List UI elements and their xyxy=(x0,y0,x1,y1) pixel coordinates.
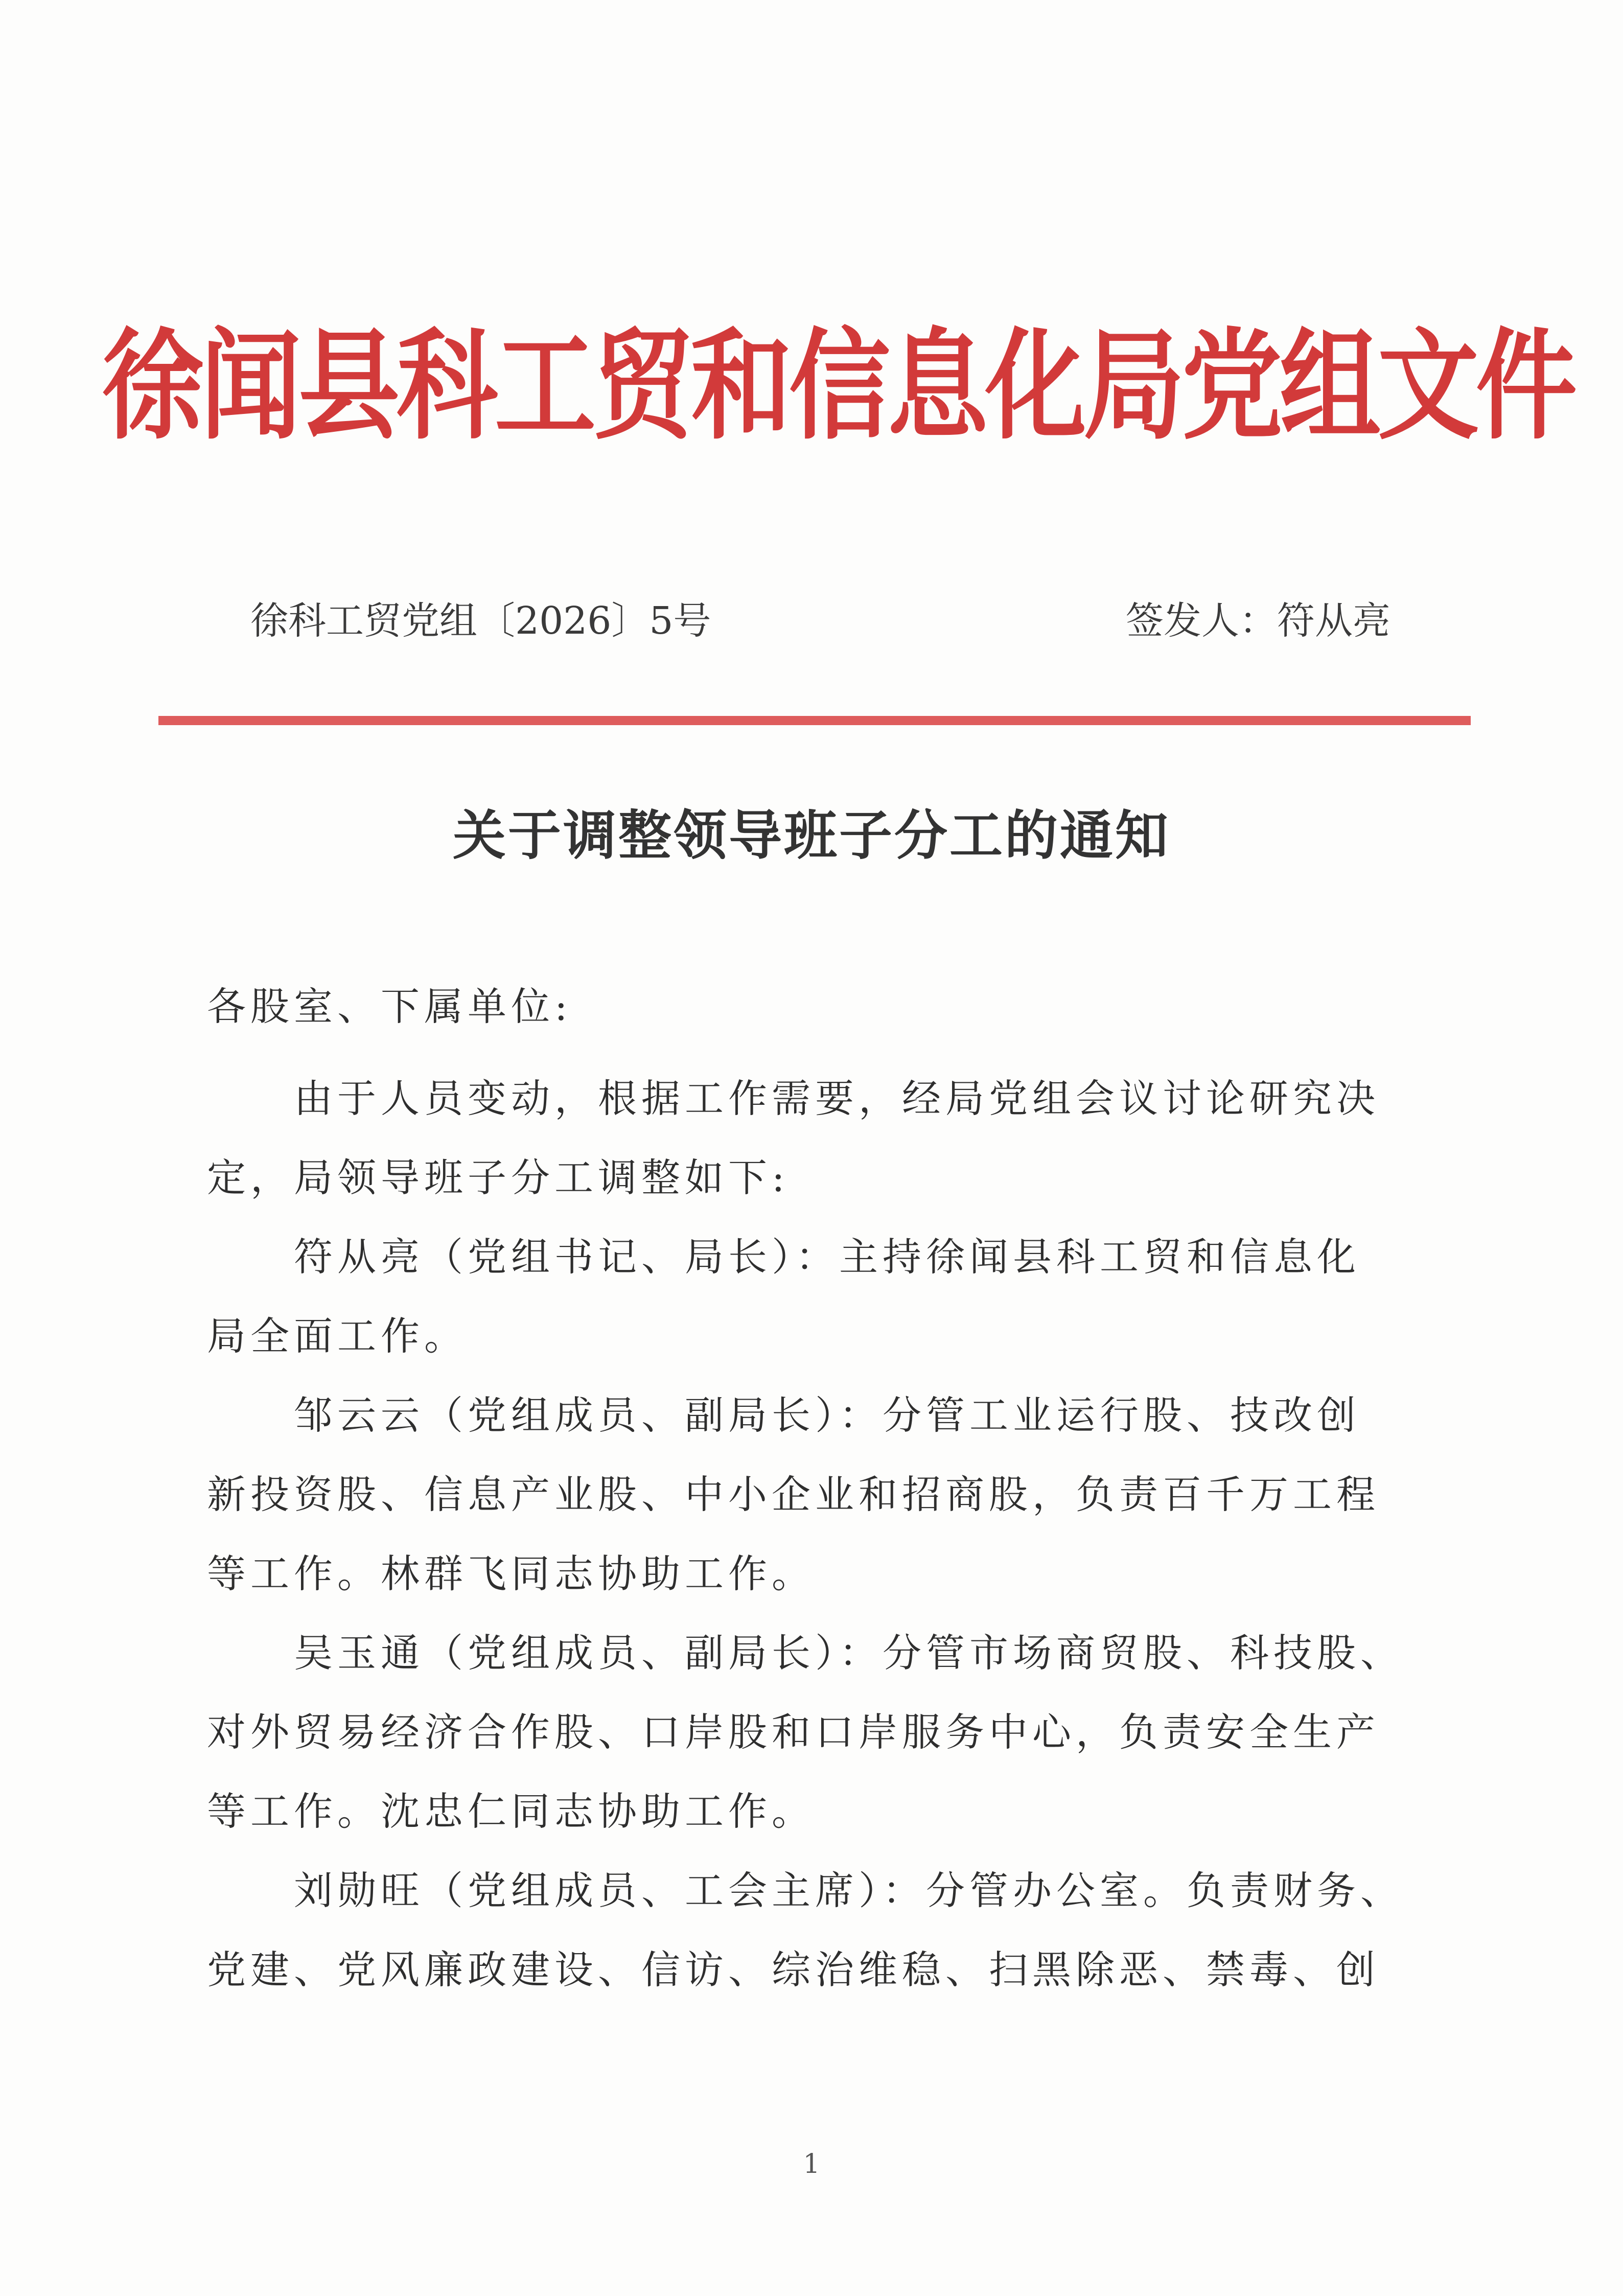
page-number: 1 xyxy=(803,2149,820,2179)
body-line: 等工作。沈忠仁同志协助工作。 xyxy=(207,1789,815,1834)
body-line: 等工作。林群飞同志协助工作。 xyxy=(207,1551,815,1596)
body-line: 刘勋旺（党组成员、工会主席）：分管办公室。负责财务、 xyxy=(294,1868,1404,1913)
notice-title: 关于调整领导班子分工的通知 xyxy=(452,804,1170,867)
body-line: 党建、党风廉政建设、信访、综治维稳、扫黑除恶、禁毒、创 xyxy=(207,1947,1380,1992)
salutation: 各股室、下属单位: xyxy=(207,984,572,1029)
red-separator-rule xyxy=(158,716,1471,725)
body-line: 局全面工作。 xyxy=(207,1313,468,1359)
body-line: 由于人员变动，根据工作需要，经局党组会议讨论研究决 xyxy=(294,1076,1380,1121)
document-masthead: 徐闻县科工贸和信息化局党组文件 xyxy=(102,315,1574,456)
body-line: 对外贸易经济合作股、口岸股和口岸服务中心，负责安全生产 xyxy=(207,1709,1380,1755)
body-line: 邹云云（党组成员、副局长）：分管工业运行股、技改创 xyxy=(294,1393,1360,1438)
document-signer: 签发人：符从亮 xyxy=(1126,599,1390,643)
body-line: 定，局领导班子分工调整如下: xyxy=(207,1155,790,1200)
body-line: 符从亮（党组书记、局长）：主持徐闻县科工贸和信息化 xyxy=(294,1234,1360,1280)
body-line: 吴玉通（党组成员、副局长）：分管市场商贸股、科技股、 xyxy=(294,1630,1404,1676)
document-number: 徐科工贸党组〔2026〕5号 xyxy=(250,599,711,643)
body-line: 新投资股、信息产业股、中小企业和招商股，负责百千万工程 xyxy=(207,1472,1380,1517)
